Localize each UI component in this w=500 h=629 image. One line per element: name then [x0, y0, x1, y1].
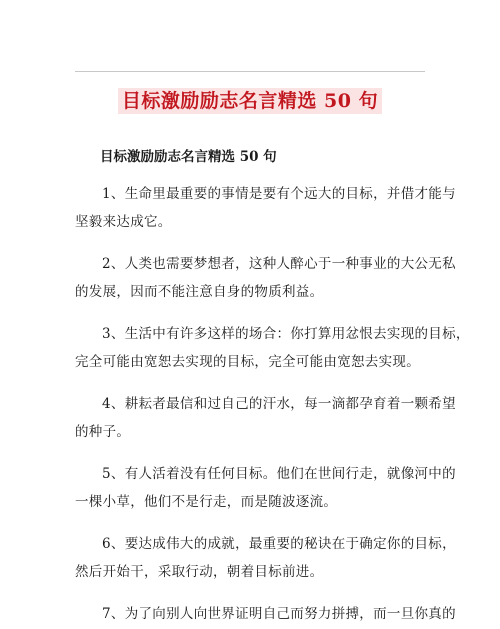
quote-line: 6、要达成伟大的成就，最重要的秘诀在于确定你的目标，: [102, 536, 456, 552]
quote-line: 2、人类也需要梦想者，这种人醉心于一种事业的大公无私: [102, 256, 456, 272]
quote-paragraph-1: [75, 181, 456, 236]
quote-line: 一棵小草，他们不是行走，而是随波逐流。: [75, 493, 338, 510]
quote-paragraph-7: [75, 601, 456, 629]
document-title: 目标激励励志名言精选 50 句: [118, 88, 382, 114]
title-block: [0, 88, 500, 114]
header-rule: [75, 71, 425, 72]
quote-line: 4、耕耘者最信和过自己的汗水，每一滴都孕育着一颗希望: [102, 396, 456, 412]
quote-line: 的种子。: [75, 423, 131, 440]
quote-paragraph-2: [75, 251, 456, 306]
quote-line: 7、为了向别人向世界证明自己而努力拼搏，而一旦你真的: [102, 606, 456, 622]
quote-line: 然后开始干，采取行动，朝着目标前进。: [75, 563, 324, 580]
quote-line: 1、生命里最重要的事情是要有个远大的目标，并借才能与: [102, 186, 456, 202]
quote-paragraph-5: [75, 461, 456, 516]
quote-line: 完全可能由宽恕去实现的目标，完全可能由宽恕去实现。: [75, 353, 420, 370]
document-body: [75, 146, 470, 629]
section-heading: 目标激励励志名言精选 50 句: [100, 149, 277, 165]
quote-line: 5、有人活着没有任何目标。他们在世间行走，就像河中的: [102, 466, 456, 482]
quote-paragraph-4: [75, 391, 456, 446]
quote-line: 坚毅来达成它。: [75, 213, 172, 230]
quote-line: 3、生活中有许多这样的场合：你打算用忿恨去实现的目标，: [102, 326, 470, 342]
quote-line: 的发展，因而不能注意自身的物质利益。: [75, 283, 324, 300]
quote-paragraph-3: [75, 321, 470, 376]
quote-paragraph-6: [75, 531, 456, 586]
